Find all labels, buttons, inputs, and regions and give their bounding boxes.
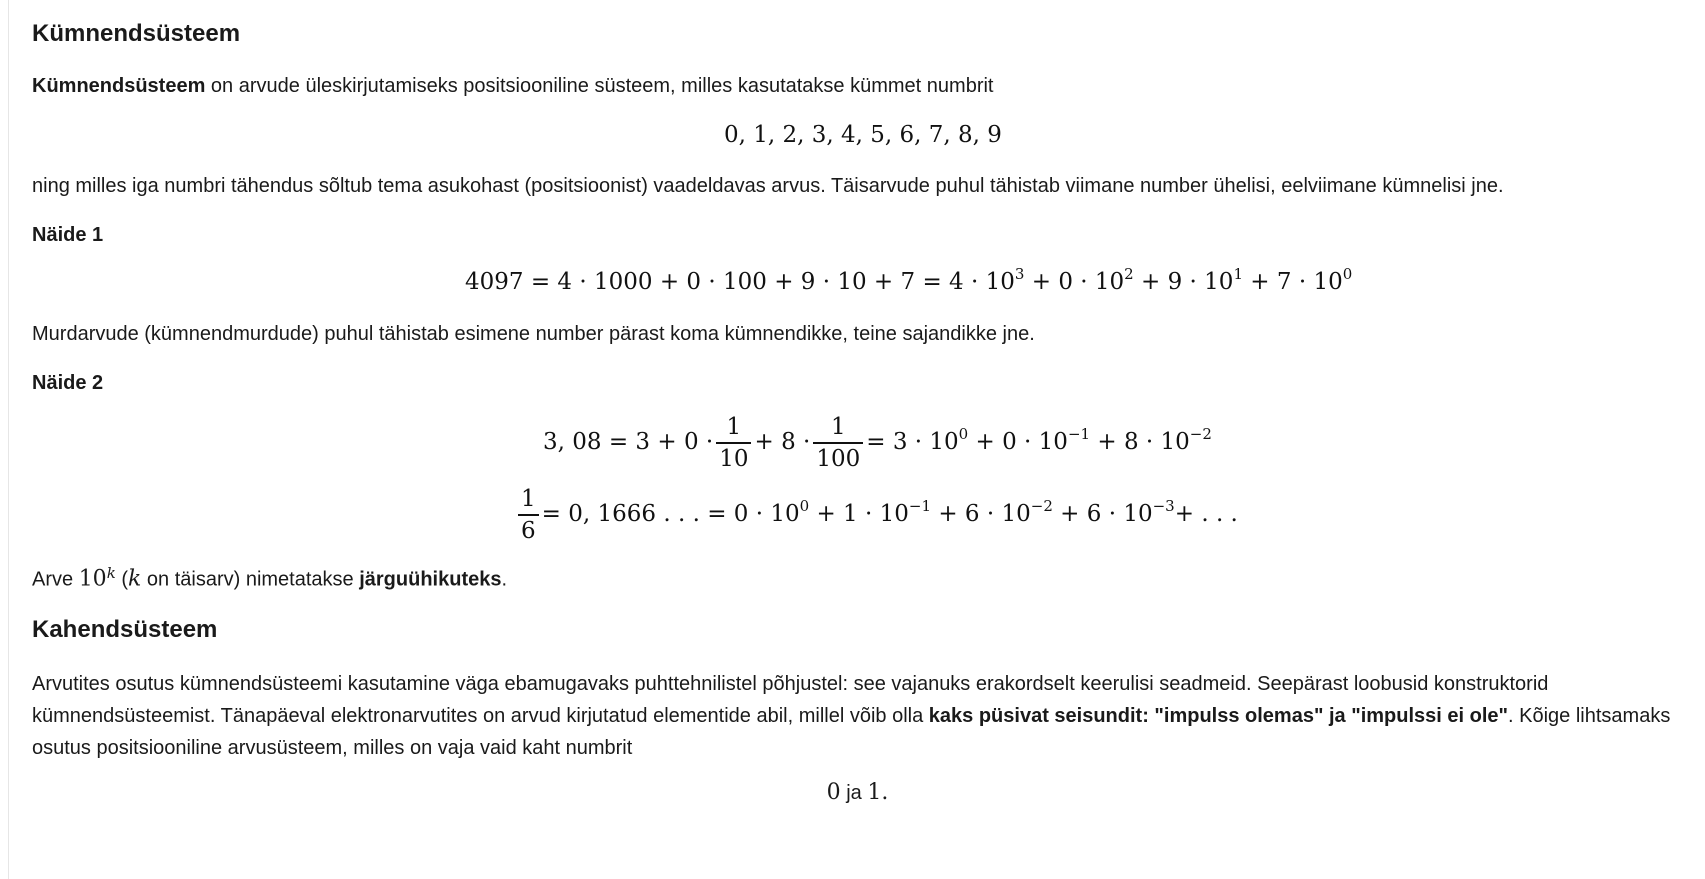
unit-text-b: ( — [115, 568, 128, 591]
example1-formula — [465, 265, 1353, 295]
fraction-one-hundredth — [813, 412, 863, 474]
fraction-numerator: 1 — [716, 412, 751, 444]
digits-formula: 0, 1, 2, 3, 4, 5, 6, 7, 8, 9 — [724, 122, 1002, 148]
ex2-l2-part-e: + . . . — [1174, 501, 1238, 527]
unit-text-a: Arve — [32, 568, 79, 591]
unit-paragraph — [32, 564, 507, 592]
ex2-l2-exp3: −2 — [1030, 497, 1053, 515]
example2-formula-line2 — [515, 484, 1238, 546]
intro-paragraph — [32, 75, 993, 98]
ex2-l2-part-d: + 6 · 10 — [1052, 501, 1153, 527]
binary-digits-conjunction: ja — [840, 782, 868, 804]
unit-base: 10 — [78, 566, 107, 592]
ex2-l2-part-c: + 6 · 10 — [931, 501, 1031, 527]
ex2-l2-exp2: −1 — [908, 497, 932, 515]
ex2-l1-exp3: −2 — [1189, 425, 1212, 443]
ex2-l2-exp1: 0 — [799, 497, 810, 515]
unit-variable: k — [128, 566, 142, 592]
ex1-exp-b: 2 — [1124, 265, 1134, 283]
ex2-l1-part-d: + 0 · 10 — [968, 429, 1068, 455]
unit-exponent: k — [106, 564, 116, 582]
binary-paragraph — [32, 668, 1692, 764]
fraction-numerator: 1 — [518, 484, 539, 516]
binary-digit-one: 1 — [867, 780, 882, 805]
binary-digits-period: . — [881, 780, 889, 805]
ex1-exp-a: 3 — [1014, 265, 1025, 283]
ex1-part-d: + 7 · 10 — [1242, 269, 1343, 295]
fraction-one-tenth — [716, 412, 751, 474]
binary-digits-line — [9, 780, 1705, 805]
ex2-l1-part-c: = 3 · 10 — [866, 429, 959, 455]
ex2-l1-part-e: + 8 · 10 — [1090, 429, 1190, 455]
intro-text: on arvude üleskirjutamiseks positsiooniline süsteem, milles kasutatakse kümmet numbrit — [205, 75, 994, 97]
binary-text-a: Arvutites osutus kümnendsüsteemi kasutamine väga ebamugavaks puhttehnilistel põhjustel: see vajanuks erakordselt keerulisi seadmeid. Seepärast loobusid konstruktorid kümnendsüsteemist. Tänapäeval elektronarvutites on arvud kirjutatud elementide abil, millel võib olla — [32, 673, 1549, 727]
unit-text-c: on täisarv) nimetatakse — [141, 568, 360, 591]
binary-digit-zero: 0 — [826, 780, 841, 805]
article — [8, 0, 1705, 879]
ex1-exp-d: 0 — [1342, 265, 1353, 283]
example2-heading: Näide 2 — [32, 372, 104, 394]
intro-bold-term: Kümnendsüsteem — [32, 75, 206, 97]
example1-heading: Näide 1 — [32, 224, 104, 246]
section-title-decimal: Kümnendsüsteem — [32, 20, 241, 47]
binary-text-b: . Kõige lihtsamaks osutus positsiooniline arvusüsteem, milles on vaja vaid kaht numbrit — [32, 705, 1671, 759]
example2-formula-line1 — [543, 412, 1212, 474]
ex1-exp-c: 1 — [1233, 265, 1243, 283]
explanation-paragraph: ning milles iga numbri tähendus sõltub tema asukohast (positsioonist) vaadeldavas arvus. Täisarvude puhul tähistab viimane number ühelisi, eelviimane kümnelisi jne. — [32, 175, 1504, 197]
fraction-denominator: 10 — [719, 446, 749, 472]
ex2-l2-part-a: = 0, 1666 . . . = 0 · 10 — [541, 501, 800, 527]
section-title-binary: Kahendsüsteem — [32, 616, 218, 643]
binary-bold-text: kaks püsivat seisundit: "impulss olemas" ja "impulssi ei ole" — [928, 705, 1509, 727]
fraction-paragraph: Murdarvude (kümnendmurdude) puhul tähistab esimene number pärast koma kümnendikke, teine sajandikke jne. — [32, 323, 1035, 345]
fraction-numerator: 1 — [813, 412, 863, 444]
ex2-l1-exp2: −1 — [1067, 425, 1091, 443]
fraction-denominator: 100 — [816, 446, 861, 472]
fraction-one-sixth — [518, 484, 539, 546]
ex2-l1-part-a: 3, 08 = 3 + 0 · — [543, 429, 714, 455]
unit-bold-term: järguühikuteks — [359, 568, 502, 591]
unit-text-d: . — [501, 568, 508, 591]
ex1-part-c: + 9 · 10 — [1133, 269, 1234, 295]
fraction-denominator: 6 — [521, 518, 536, 544]
ex1-part-a: 4097 = 4 · 1000 + 0 · 100 + 9 · 10 + 7 = 4 · 10 — [465, 269, 1015, 295]
ex2-l2-part-b: + 1 · 10 — [809, 501, 909, 527]
ex2-l2-exp4: −3 — [1152, 497, 1175, 515]
ex2-l1-exp1: 0 — [958, 425, 969, 443]
ex2-l1-part-b: + 8 · — [754, 429, 811, 455]
ex1-part-b: + 0 · 10 — [1024, 269, 1125, 295]
